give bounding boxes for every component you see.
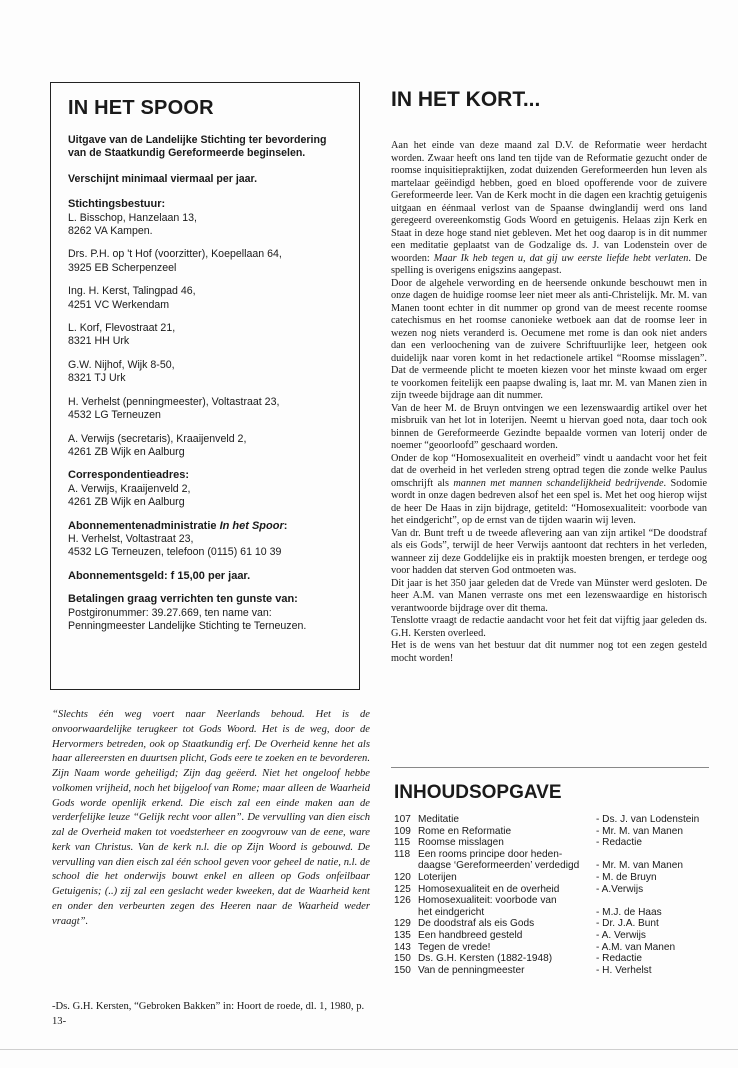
- toc-page: 118: [394, 848, 411, 860]
- payment-details: Postgironummer: 39.27.669, ten name van: Penningmeester Landelijke Stichting te Terneuzen.: [68, 606, 307, 632]
- board-member: G.W. Nijhof, Wijk 8-50, 8321 TJ Urk: [68, 358, 175, 385]
- toc-title-text: Homosexualiteit: voorbode van: [418, 895, 557, 907]
- toc-title-text: Loterijen: [418, 871, 457, 883]
- toc-row: [394, 953, 724, 965]
- kort-text: . Sodomie wordt in onze dagen bedreven alsof het een spel is. Met het oog hierop wijst de heer De Haas in zijn bijdrage, getiteld: “Homosexualiteit: voorbode van het eindgericht”, op de ernst van de tijden waarin wij leven.: [391, 477, 707, 526]
- toc-page: 126: [394, 895, 411, 907]
- toc-author: - Mr. M. van Manen: [596, 860, 683, 872]
- kort-paragraph: Tenslotte vraagt de redactie aandacht voor het feit dat vijftig jaar geleden ds. G.H. Kersten overleed.: [391, 615, 707, 639]
- toc-author: - M. de Bruyn: [596, 871, 657, 883]
- table-of-contents: [394, 814, 724, 976]
- toc-author: - Mr. M. van Manen: [596, 825, 683, 837]
- toc-author: - A.Verwijs: [596, 883, 644, 895]
- kort-paragraph: Van dr. Bunt treft u de tweede aflevering aan van zijn artikel “De doodstraf als eis Gods”, terwijl de heer Verwijs aantoont dat rechters in het verleden, wanneer zij deze Goddelijke eis in praktijk moesten brengen, er terdege oog voor hadden dat sterven God ontmoeten was.: [391, 527, 707, 576]
- subscription-heading-title: In het Spoor: [219, 519, 284, 532]
- toc-page: 135: [394, 929, 411, 941]
- toc-page: 129: [394, 918, 411, 930]
- colophon-subtitle: Uitgave van de Landelijke Stichting ter bevordering van de Staatkundig Gereformeerde beginselen.: [68, 134, 327, 160]
- subscription-heading-colon: :: [283, 519, 288, 532]
- toc-row: [394, 849, 724, 861]
- kort-emphasis: Maar Ik heb tegen u, dat gij uw eerste liefde hebt verlaten: [433, 252, 689, 264]
- toc-page: [394, 860, 418, 872]
- toc-row: [394, 907, 724, 919]
- payment-block: [68, 593, 341, 633]
- page-bottom-edge: [0, 1049, 738, 1050]
- correspondence-address: A. Verwijs, Kraaijenveld 2, 4261 ZB Wijk en Aalburg: [68, 482, 191, 509]
- kort-text: Onder de kop “Homosexualiteit en overheid” vindt u aandacht voor het feit dat de overheid in het verleden streng optrad tegen die zonde welke Paulus omschrijft als: [391, 452, 707, 489]
- toc-page: 120: [394, 871, 411, 883]
- toc-row: [394, 930, 724, 942]
- toc-page: 150: [394, 953, 411, 965]
- toc-title-text: Een rooms principe door heden-: [418, 848, 563, 860]
- colophon-box: [50, 82, 360, 690]
- toc-page: 109: [394, 825, 411, 837]
- subscription-address: H. Verhelst, Voltastraat 23, 4532 LG Terneuzen, telefoon (0115) 61 10 39: [68, 532, 282, 559]
- toc-page: 143: [394, 941, 411, 953]
- payment-heading: Betalingen graag verrichten ten gunste van:: [68, 593, 298, 606]
- kort-title: IN HET KORT...: [391, 88, 541, 111]
- toc-author: - Redactie: [596, 953, 643, 965]
- correspondence-block: [68, 469, 341, 509]
- toc-author: [596, 849, 724, 861]
- toc-author: [596, 895, 724, 907]
- toc-title-text: het eindgericht: [418, 906, 485, 918]
- toc-title-text: Van de penningmeester: [418, 964, 525, 976]
- board-block: [68, 198, 341, 238]
- toc-row: [394, 872, 724, 884]
- subscription-block: [68, 520, 341, 560]
- toc-author: - A.M. van Manen: [596, 941, 676, 953]
- toc-row: [394, 814, 724, 826]
- toc-row: [394, 965, 724, 977]
- toc-title-text: Een handbreed gesteld: [418, 929, 523, 941]
- toc-author: - Redactie: [596, 837, 643, 849]
- toc-row: [394, 860, 724, 872]
- quote-source: -Ds. G.H. Kersten, “Gebroken Bakken” in: Hoort de roede, dl. 1, 1980, p. 13-: [52, 1001, 365, 1027]
- board-member: H. Verhelst (penningmeester), Voltastraat 23, 4532 LG Terneuzen: [68, 395, 280, 422]
- toc-author: - Ds. J. van Lodenstein: [596, 814, 700, 825]
- board-member: L. Korf, Flevostraat 21, 8321 HH Urk: [68, 322, 176, 348]
- kort-paragraph: Dit jaar is het 350 jaar geleden dat de Vrede van Münster werd gesloten. De heer A.M. van Manen verraste ons met een lezenswaardige en historisch verantwoorde bijdrage over dit thema.: [391, 577, 707, 614]
- toc-page: 107: [394, 814, 411, 825]
- board-member: Ing. H. Kerst, Talingpad 46, 4251 VC Werkendam: [68, 285, 196, 311]
- colophon-title: IN HET SPOOR: [68, 97, 214, 119]
- toc-title-text: Tegen de vrede!: [418, 941, 491, 953]
- toc-page: 125: [394, 883, 411, 895]
- board-member: Drs. P.H. op 't Hof (voorzitter), Koepellaan 64, 3925 EB Scherpenzeel: [68, 248, 282, 274]
- kort-paragraph: Door de algehele verwording en de heersende onkunde beschouwt men in onze dagen de huidige roomse leer niet meer als anti-Christelijk. Mr. M. van Manen toont echter in dit nummer op grond van de meest recente roomse catechismus en het roomse canonieke wetboek aan dat de roomse leer in wezen nog niets veranderd is. Oecumene met rome is dan ook niet anders dan een verloochening van de zuivere Schriftuurlijke leer, hetgeen ook duidelijk naar voren komt in het redactionele artikel “Roomse misslagen”. Dat de vermeende plicht te moeten kiezen voor het minste kwaad om erger te voorkomen feitelijk een paapse dwaling is, laat mr. M. van Manen zien in zijn tweede bijdrage aan dit nummer.: [391, 277, 707, 401]
- toc-title-text: Meditatie: [418, 814, 459, 825]
- board-member: L. Bisschop, Hanzelaan 13, 8262 VA Kampen.: [68, 211, 197, 238]
- section-divider: [391, 767, 709, 768]
- kersten-quote: “Slechts één weg voert naar Neerlands behoud. Het is de onvoorwaardelijke terugkeer tot Gods Woord. Het is de weg, door de Hervormers betreden, ook op Staatkundig erf. De Overheid kenne het als haar allereersten en duurtsen plicht, Gods eere te zoeken en te bevorderen. Zijn Naam worde geheiligd; Zijn dag geëerd. Niet het ongeloof hebbe volkomen vrijheid, noch het bijgeloof van Rome; maar alleen de Waarheid Gods worde openlijk erkend. Die eisch zal een einde maken aan de verderfelijke leuze “Gelijk recht voor allen”. De vervulling van dien eisch zal de Overheid maken tot voedsterheer en zoogvrouw van de eene, ware kerk van Christus. Van de kerk n.l. die op Zijn Woord is gebouwd. De vervulling van dien eisch zal één school geven voor geheel de natie, n.l. de school die het onderwijs bouwt enkel en alleen op Gods onfeilbaar Getuigenis; (..) zij zal een geslacht weder kweeken, dat de Waarheid kent en onder den verbeurten zegen des Heeren naar de Waarheid weder vraagt”.: [52, 709, 370, 927]
- toc-title-text: Rome en Reformatie: [418, 825, 512, 837]
- toc-title-text: De doodstraf als eis Gods: [418, 918, 535, 930]
- toc-author: - A. Verwijs: [596, 929, 646, 941]
- kort-emphasis: mannen met mannen schandelijkheid bedrijvende: [453, 477, 664, 489]
- toc-row: [394, 826, 724, 838]
- toc-title-text: Roomse misslagen: [418, 837, 504, 849]
- toc-author: - Dr. J.A. Bunt: [596, 918, 659, 930]
- kort-text: . De spelling is overigens enigszins aangepast.: [391, 252, 707, 276]
- toc-page: [394, 907, 418, 919]
- kort-text: Aan het einde van deze maand zal D.V. de Reformatie weer herdacht worden. Zwaar heeft ons land ten tijde van de Reformatie gezucht onder de roomse inquisitiepraktijken, zodat duizenden Gereformeerden hun leven als martelaar geëindigd hebben, goed en bloed opofferende voor de zuivere Gereformeerde leer. Van de Kerk mocht in die dagen een krachtig getuigenis uitgaan en éénmaal verlost van de Spaanse dwinglandij werd ons land geregeerd overeenkomstig Gods Woord en getuigenis. Helaas zijn Kerk en Staat in deze hoge stand niet gebleven. Met het oog daarop is in dit nummer een meditatie geplaatst van de Godzalige ds. J. van Lodenstein over de woorden:: [391, 140, 707, 264]
- toc-page: 115: [394, 837, 411, 849]
- toc-row: [394, 918, 724, 930]
- toc-title-text: Ds. G.H. Kersten (1882-1948): [418, 953, 553, 965]
- toc-author: - H. Verhelst: [596, 964, 652, 976]
- kort-paragraph: [391, 453, 707, 528]
- kort-body: [391, 140, 707, 665]
- kort-paragraph: Het is de wens van het bestuur dat dit nummer nog tot een zegen gesteld mocht worden!: [391, 640, 707, 664]
- frequency: Verschijnt minimaal viermaal per jaar.: [68, 172, 258, 185]
- board-member: A. Verwijs (secretaris), Kraaijenveld 2, 4261 ZB Wijk en Aalburg: [68, 432, 247, 458]
- board-heading: Stichtingsbestuur:: [68, 198, 166, 211]
- toc-title-text: Homosexualiteit en de overheid: [418, 883, 560, 895]
- kort-paragraph: Van de heer M. de Bruyn ontvingen we een lezenswaardig artikel over het misbruik van het lot in loterijen. Neemt u hiervan goed nota, daar toch ook binnen de Gereformeerde Gezindte bepaalde vormen van loterij onder de noemer “geoorloofd” geschaard worden.: [391, 402, 707, 451]
- toc-author: - M.J. de Haas: [596, 906, 662, 918]
- toc-title: INHOUDSOPGAVE: [394, 782, 562, 803]
- subscription-heading: [68, 520, 341, 533]
- toc-title-text: daagse ‘Gereformeerden’ verdedigd: [418, 860, 580, 872]
- correspondence-heading: Correspondentieadres:: [68, 469, 190, 482]
- toc-row: [394, 895, 724, 907]
- toc-page: 150: [394, 964, 411, 976]
- toc-row: [394, 837, 724, 849]
- kort-paragraph: [391, 140, 707, 278]
- subscription-heading-text: Abonnementenadministratie: [68, 519, 220, 532]
- subscription-fee: Abonnementsgeld: f 15,00 per jaar.: [68, 569, 251, 582]
- toc-row: [394, 884, 724, 896]
- toc-row: [394, 942, 724, 954]
